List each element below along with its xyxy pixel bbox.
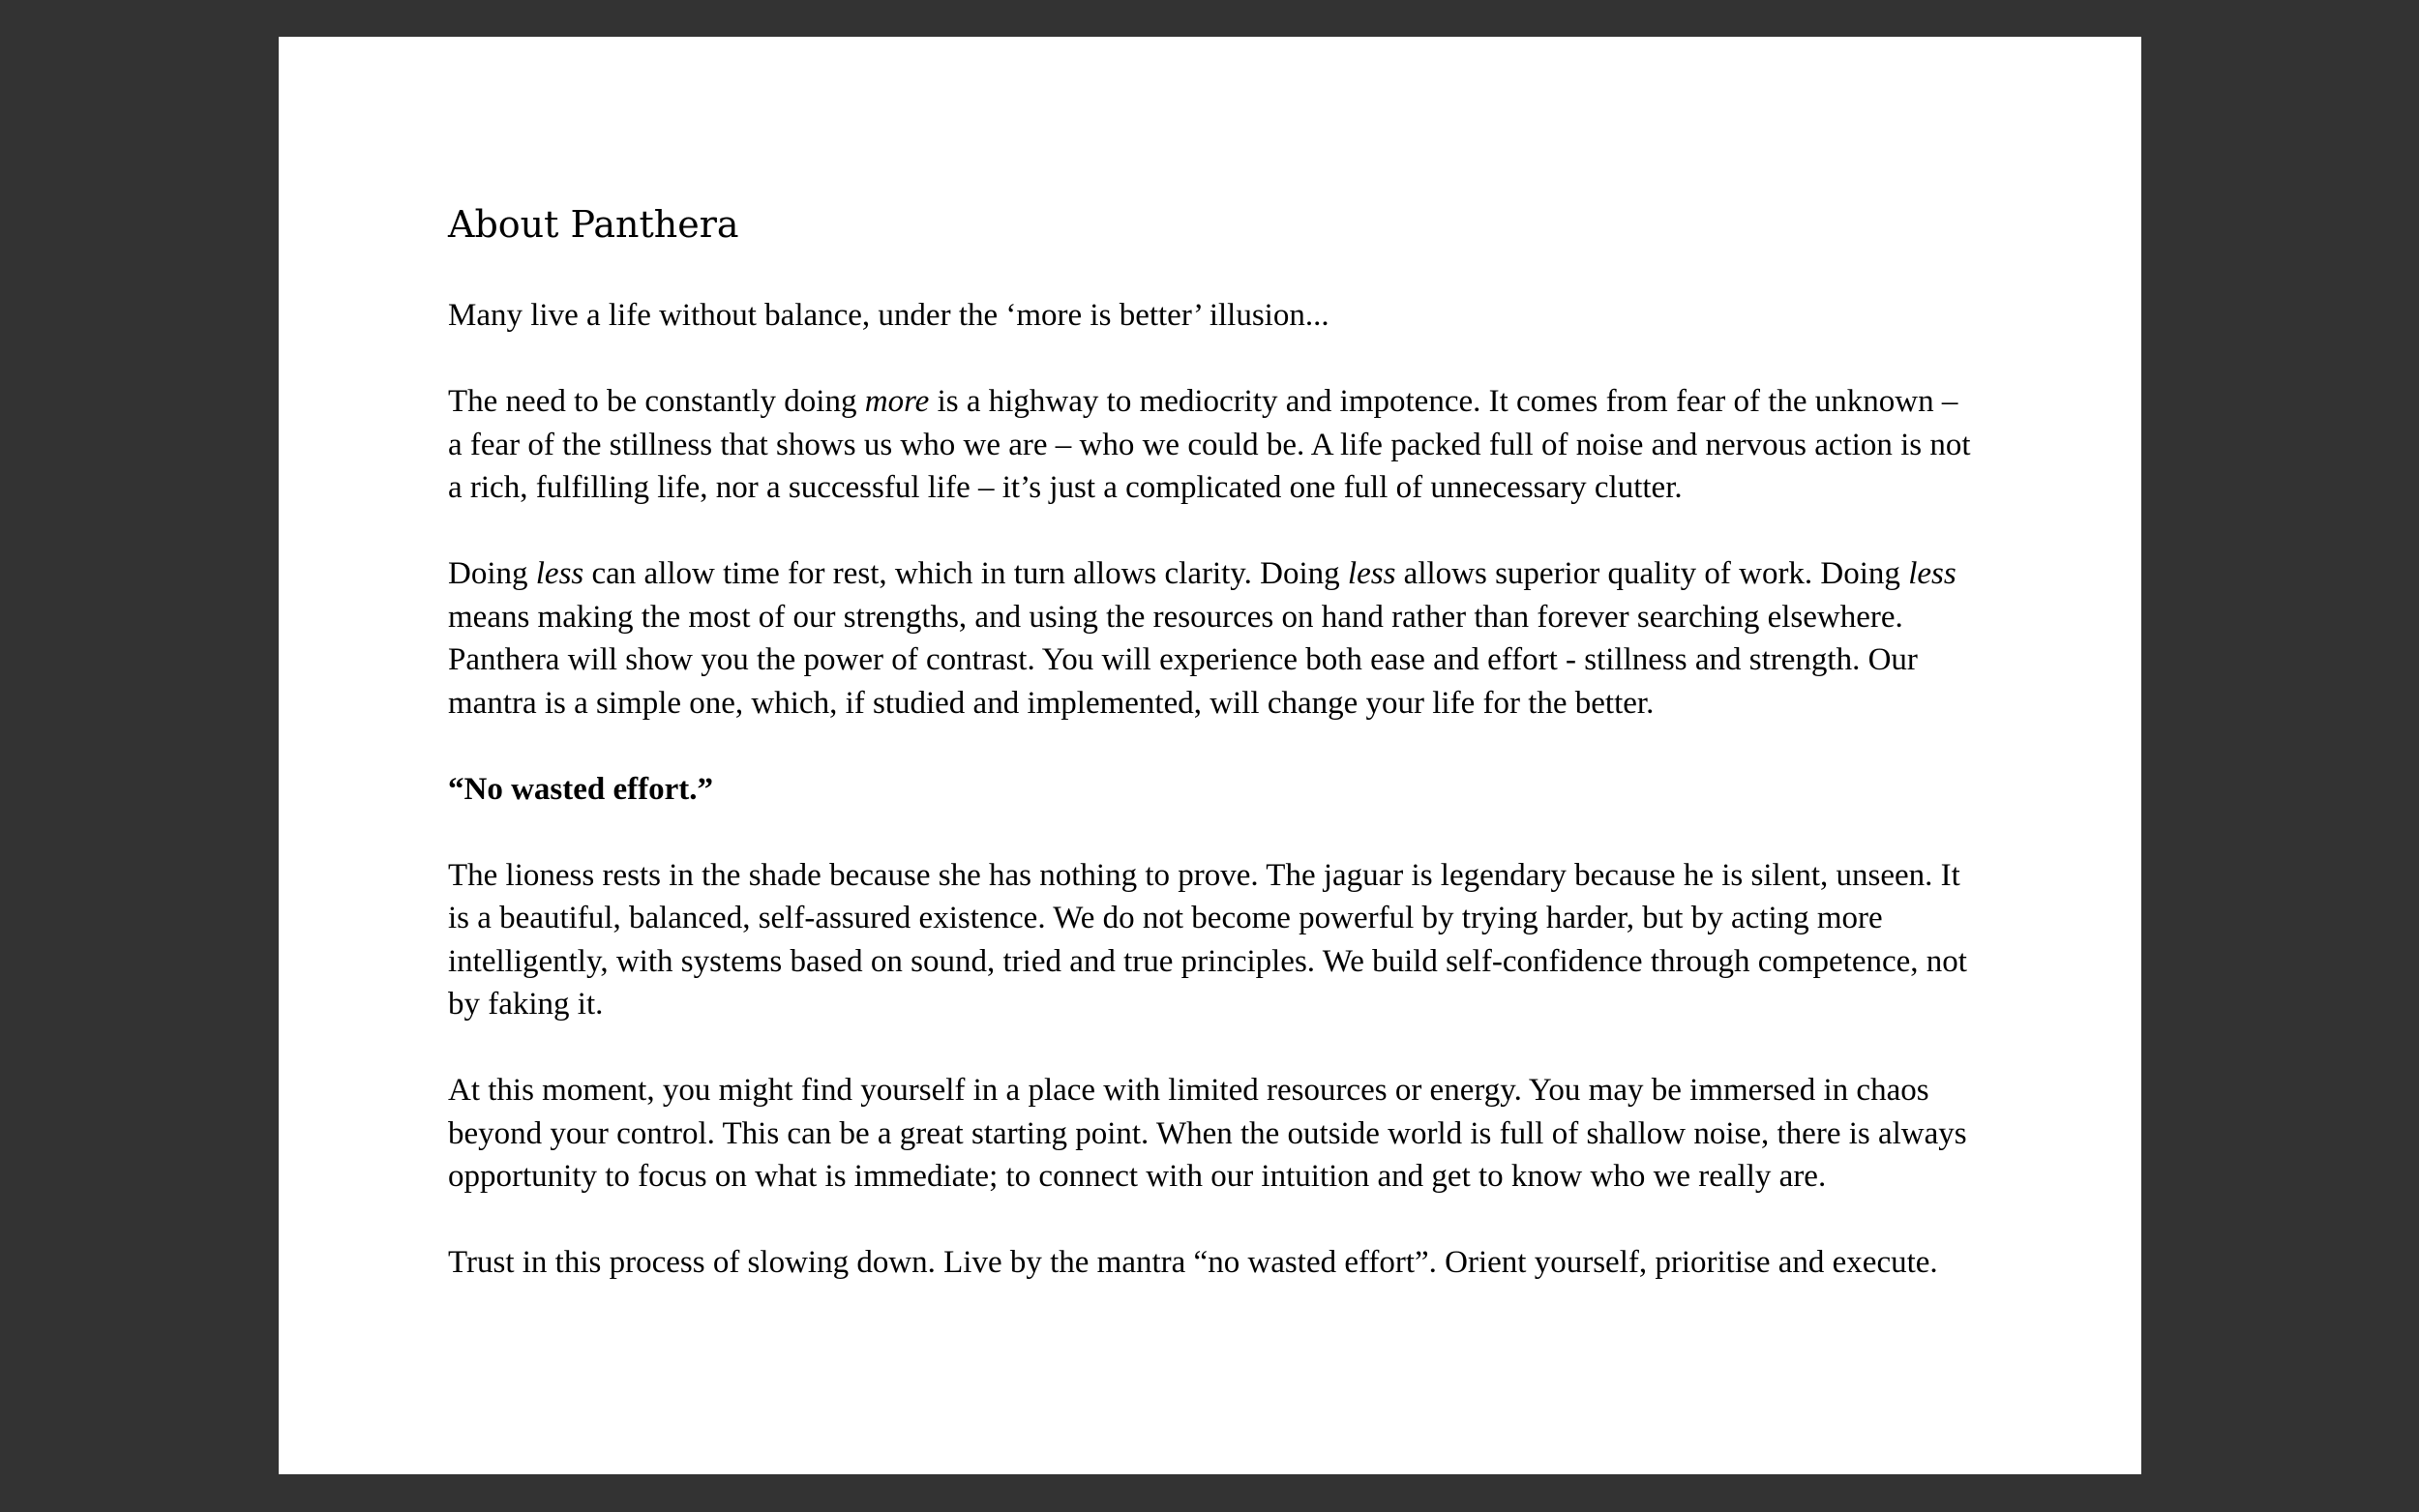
paragraph-lioness: The lioness rests in the shade because she has nothing to prove. The jaguar is legendary because he is silent, unseen. It is a beautiful, balanced, self-assured existence. We do not become powerful by trying harder, but by acting more intelligently, with systems based on sound, tried and true principles. We build self-confidence through competence, not by faking it. [448, 857, 1967, 1022]
text-run: Doing [448, 556, 536, 591]
paragraph-less [448, 552, 1972, 725]
mantra-heading: “No wasted effort.” [448, 771, 714, 807]
emphasis-less: less [535, 556, 584, 591]
intro-paragraph: Many live a life without balance, under the ‘more is better’ illusion... [448, 298, 1329, 333]
emphasis-more: more [864, 384, 930, 419]
text-run: can allow time for rest, which in turn allows clarity. Doing [583, 556, 1348, 591]
text-run: is a highway to mediocrity and impotence. It comes from fear of the unknown – a fear of the stillness that shows us who we are – who we could be. A life packed full of noise and nervous action is not a rich, fulfilling life, nor a successful life – it’s just a complicated one full of unnecessary clutter. [448, 384, 1971, 505]
text-run: allows superior quality of work. Doing [1395, 556, 1909, 591]
emphasis-less: less [1908, 556, 1956, 591]
text-run: means making the most of our strengths, and using the resources on hand rather than forever searching elsewhere. Panthera will show you the power of contrast. You will experience both ease and effort - stillness and strength. Our mantra is a simple one, which, if studied and implemented, will change your life for the better. [448, 599, 1918, 721]
document-page [279, 37, 2141, 1474]
text-run: The need to be constantly doing [448, 384, 865, 419]
page-title: About Panthera [448, 203, 739, 246]
paragraph-more [448, 380, 1972, 510]
paragraph-moment: At this moment, you might find yourself in a place with limited resources or energy. You may be immersed in chaos beyond your control. This can be a great starting point. When the outside world is full of shallow noise, there is always opportunity to focus on what is immediate; to connect with our intuition and get to know who we really are. [448, 1073, 1967, 1194]
emphasis-less: less [1347, 556, 1396, 591]
paragraph-trust: Trust in this process of slowing down. Live by the mantra “no wasted effort”. Orient yourself, prioritise and execute. [448, 1245, 1938, 1280]
